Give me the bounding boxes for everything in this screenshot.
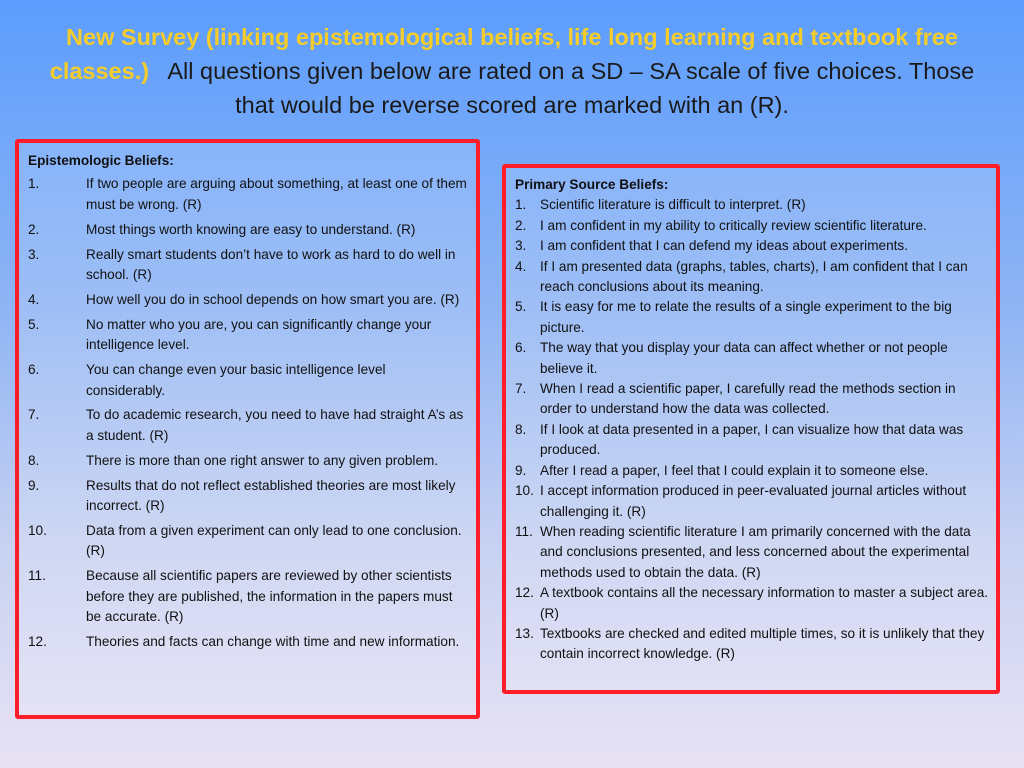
item-text: There is more than one right answer to any given problem. [86,452,439,468]
list-item [28,290,468,310]
item-text: A textbook contains all the necessary information to master a subject area. (R) [540,585,989,621]
item-text: How well you do in school depends on how smart you are. (R) [86,291,460,307]
item-text: You can change even your basic intelligence level considerably. [86,362,386,398]
list-item [515,522,990,583]
list-item [28,405,468,446]
item-text: To do academic research, you need to have had straight A’s as a student. (R) [86,407,464,443]
item-number: 7. [515,381,527,397]
item-number: 9. [28,477,40,493]
list-item [515,461,990,481]
item-text: Really smart students don’t have to work as hard to do well in school. (R) [86,246,456,283]
item-number: 6. [515,340,527,356]
item-text: After I read a paper, I feel that I could explain it to someone else. [540,462,929,478]
title-description: All questions given below are rated on a SD – SA scale of five choices. Those that would be reverse scored are marked with an (R). [167,58,975,118]
item-number: 7. [28,407,40,423]
item-text: I accept information produced in peer-evaluated journal articles without challenging it. (R) [540,483,967,519]
item-number: 9. [515,462,527,478]
item-text: No matter who you are, you can significantly change your intelligence level. [86,316,432,353]
item-text: Results that do not reflect established theories are most likely incorrect. (R) [86,477,456,514]
item-number: 1. [515,197,527,213]
item-number: 2. [515,217,527,233]
list-item [515,297,990,338]
item-text: I am confident that I can defend my ideas about experiments. [540,238,909,254]
slide-title [40,20,984,122]
list-item [28,476,468,517]
item-text: When reading scientific literature I am primarily concerned with the data and conclusions presented, and less concerned about the experimental methods used to obtain the data. (R) [540,523,971,580]
item-number: 1. [28,176,40,192]
primary-source-beliefs-list [515,195,990,664]
list-item [28,220,468,240]
epistemologic-beliefs-box [15,139,480,719]
item-number: 3. [28,246,40,262]
list-item [28,451,468,471]
list-item [515,338,990,379]
list-item [28,521,468,562]
list-item [515,379,990,420]
title-highlight: New Survey (linking epistemological beliefs, life long learning and textbook free classes.) [49,24,958,84]
item-text: Data from a given experiment can only lead to one conclusion. (R) [86,523,462,559]
item-text: Scientific literature is difficult to interpret. (R) [540,197,806,213]
list-item [28,315,468,356]
item-number: 10. [515,483,534,499]
primary-source-beliefs-heading: Primary Source Beliefs: [515,177,669,192]
item-number: 12. [515,585,534,601]
item-number: 11. [515,523,533,539]
list-item [28,632,468,652]
list-item [515,624,990,665]
item-text: Most things worth knowing are easy to understand. (R) [86,221,416,237]
item-number: 10. [28,523,47,538]
list-item [28,566,468,627]
item-text: Theories and facts can change with time and new information. [86,634,460,650]
list-item [28,174,468,215]
list-item [515,481,990,522]
item-number: 4. [515,258,527,274]
list-item [28,360,468,401]
item-text: If two people are arguing about something, at least one of them must be wrong. (R) [86,176,467,212]
epistemologic-beliefs-list [28,174,468,652]
item-number: 2. [28,221,40,237]
list-item [515,236,990,256]
epistemologic-beliefs-heading: Epistemologic Beliefs: [28,153,174,168]
list-item [515,216,990,236]
item-number: 12. [28,634,47,650]
item-text: The way that you display your data can affect whether or not people believe it. [540,340,948,376]
list-item [28,245,468,286]
list-item [515,257,990,298]
list-item [515,195,990,215]
item-number: 5. [515,299,527,315]
item-number: 6. [28,362,40,378]
item-text: Because all scientific papers are reviewed by other scientists before they are published, the information in the papers must be accurate. (R) [86,568,453,625]
item-text: Textbooks are checked and edited multiple times, so it is unlikely that they contain incorrect knowledge. (R) [540,625,985,662]
list-item [515,420,990,461]
primary-source-beliefs-box [502,164,1000,694]
item-number: 5. [28,316,40,332]
item-number: 8. [515,421,527,437]
item-number: 11. [28,568,46,584]
item-number: 3. [515,238,527,254]
item-text: If I look at data presented in a paper, I can visualize how that data was produced. [540,421,964,458]
item-text: If I am presented data (graphs, tables, charts), I am confident that I can reach conclusions about its meaning. [540,258,968,295]
list-item [515,583,990,624]
item-number: 8. [28,452,40,468]
item-text: It is easy for me to relate the results of a single experiment to the big picture. [540,299,952,335]
item-number: 13. [515,625,534,641]
item-text: When I read a scientific paper, I carefully read the methods section in order to understand how the data was collected. [540,381,956,417]
item-text: I am confident in my ability to critically review scientific literature. [540,217,927,233]
item-number: 4. [28,291,40,307]
